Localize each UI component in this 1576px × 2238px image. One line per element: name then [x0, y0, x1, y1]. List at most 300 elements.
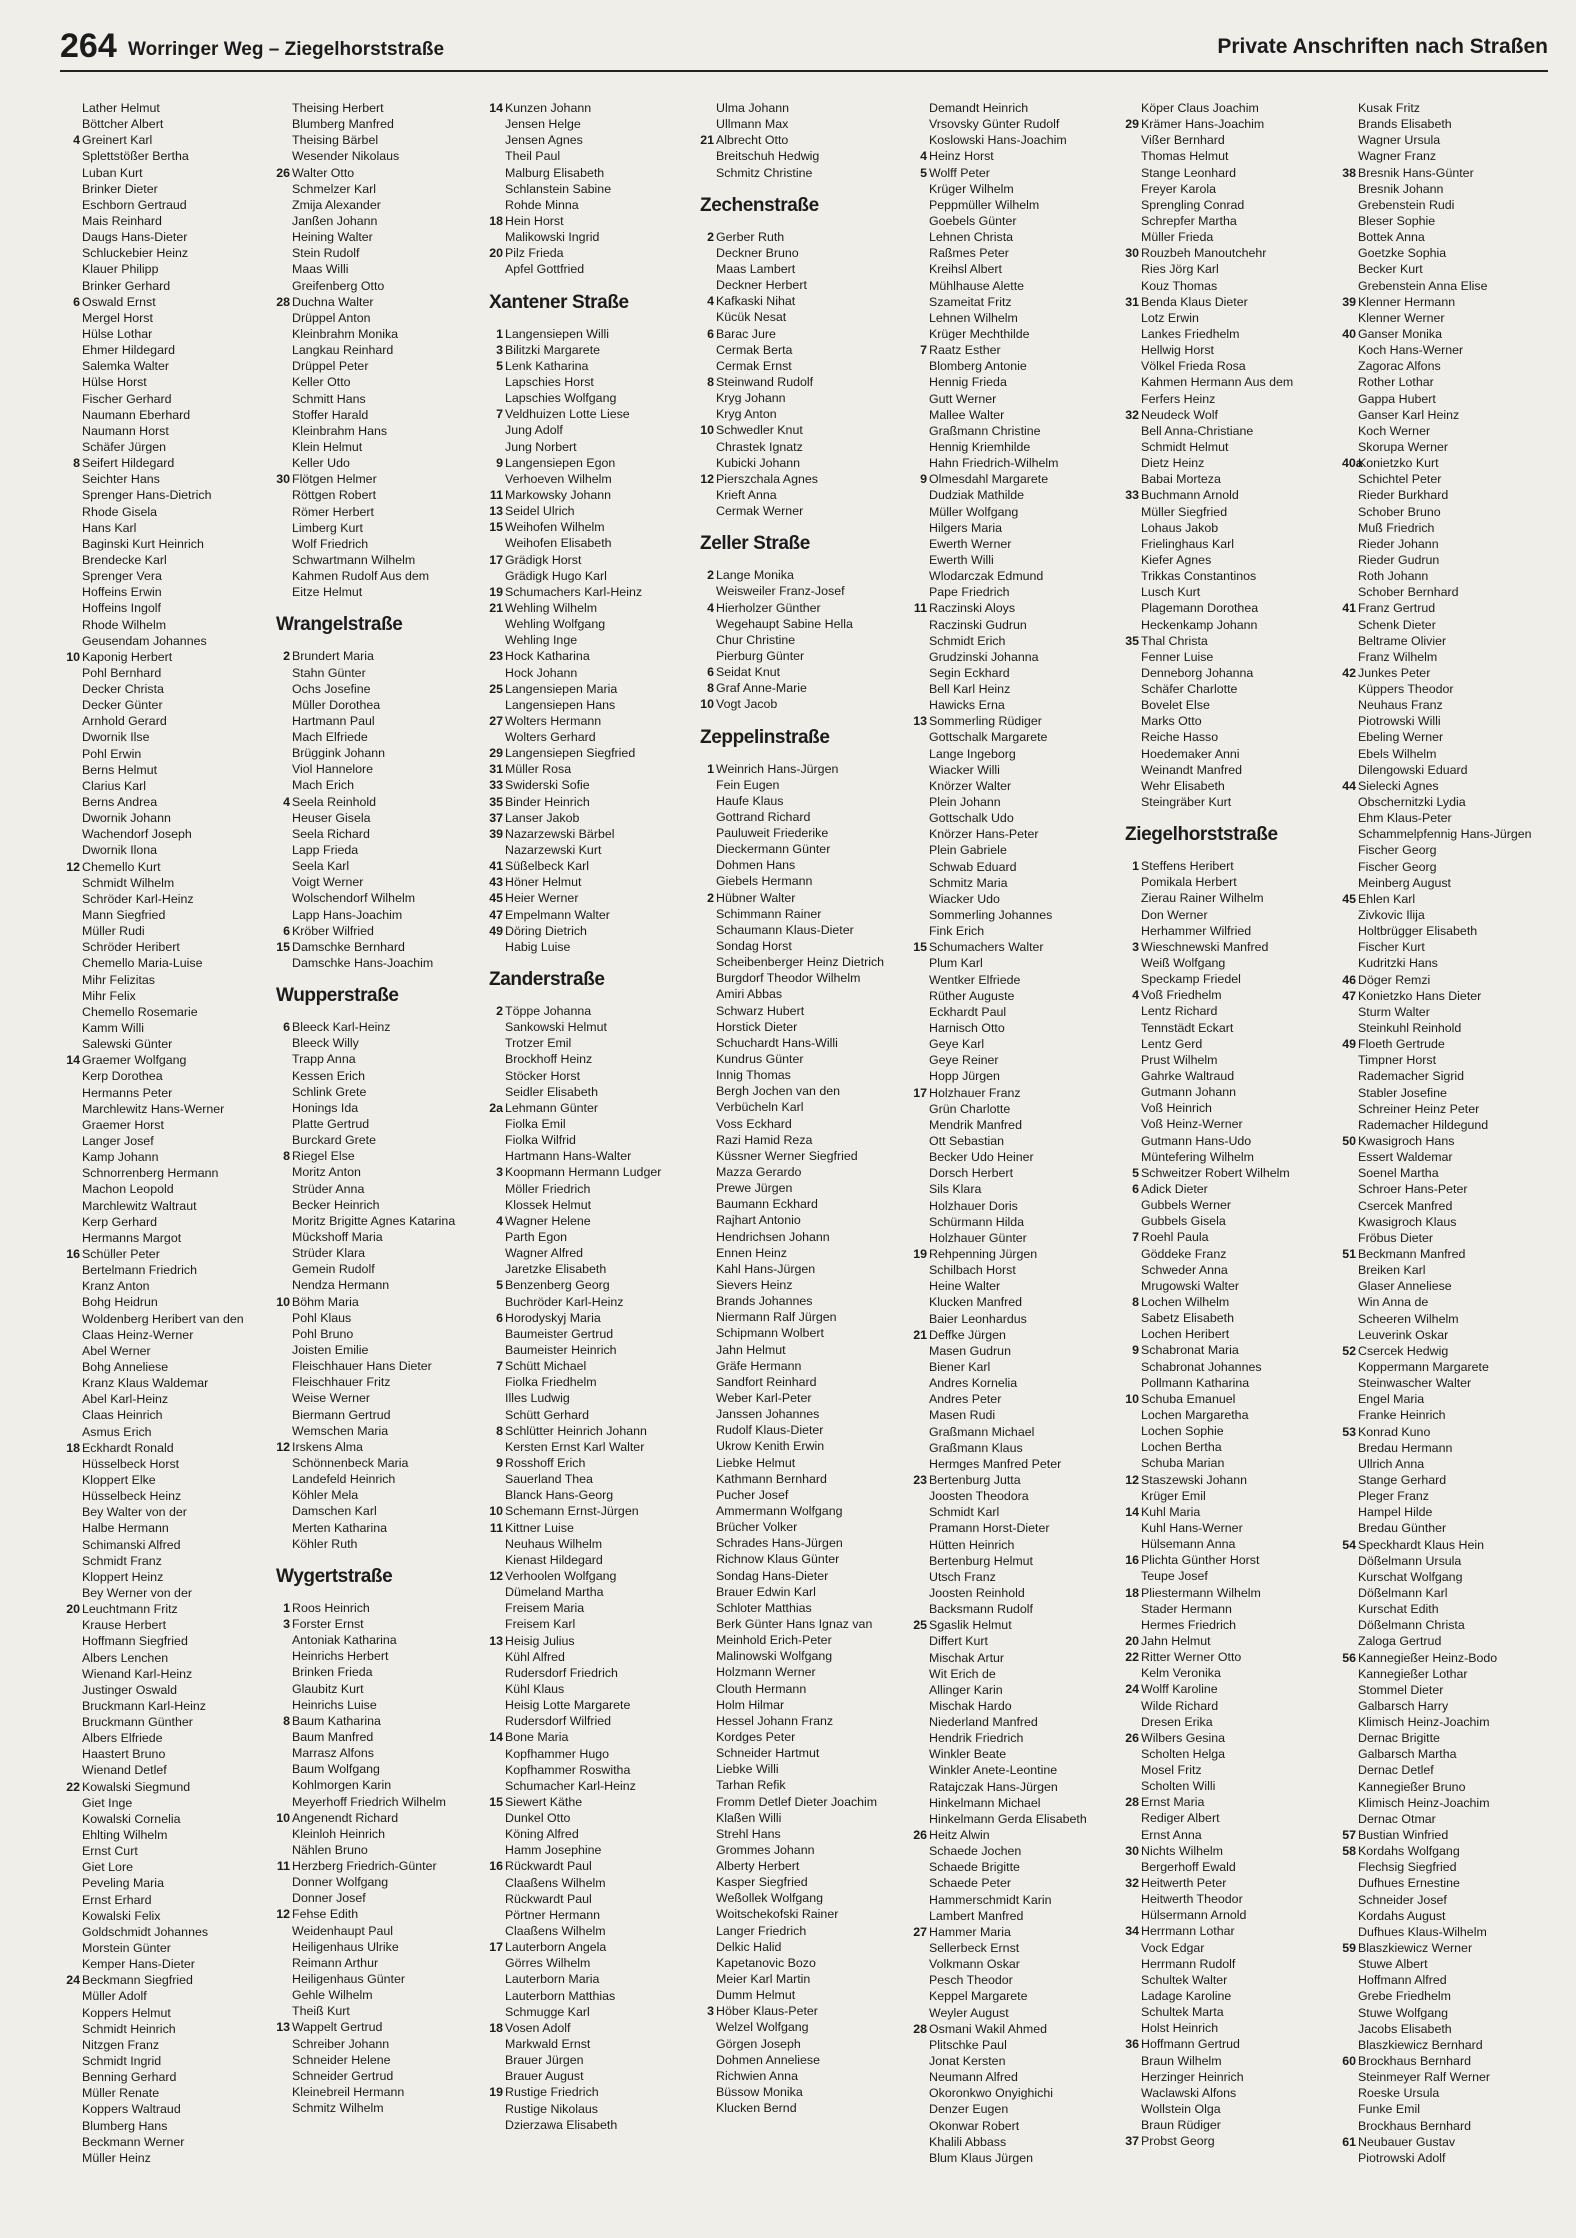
- resident-name: Frielinghaus Karl: [1141, 536, 1234, 551]
- resident-name: Kapetanovic Bozo: [716, 1955, 816, 1970]
- house-number: 19: [489, 584, 503, 599]
- resident-entry: [913, 520, 1087, 536]
- resident-entry: [66, 1779, 244, 1795]
- resident-name: Hüsselbeck Heinz: [82, 1489, 182, 1504]
- house-number: 15: [913, 940, 927, 955]
- resident-entry: [66, 2069, 244, 2085]
- resident-entry: [1125, 520, 1293, 536]
- resident-entry: [1342, 568, 1532, 584]
- resident-name: Donner Josef: [292, 1891, 366, 1906]
- resident-name: Hennig Frieda: [929, 375, 1007, 390]
- street-heading: Zeppelinstraße: [700, 726, 830, 748]
- resident-name: Lenk Katharina: [505, 358, 589, 373]
- resident-entry: [489, 487, 661, 503]
- resident-name: Schwedler Knut: [716, 423, 803, 438]
- resident-entry: [276, 1471, 455, 1487]
- resident-name: Rhode Gisela: [82, 504, 158, 519]
- resident-entry: [66, 1407, 244, 1423]
- resident-entry: [1125, 407, 1293, 423]
- resident-entry: [700, 326, 884, 342]
- resident-name: Binder Heinrich: [505, 794, 590, 809]
- resident-entry: [489, 761, 661, 777]
- resident-entry: [700, 471, 884, 487]
- resident-entry: [1125, 1052, 1293, 1068]
- resident-entry: [1342, 1149, 1532, 1165]
- resident-name: Theising Bärbel: [292, 133, 379, 148]
- resident-name: Weyler August: [929, 2005, 1009, 2020]
- resident-name: Schuba Marian: [1141, 1456, 1225, 1471]
- resident-entry: [1125, 2085, 1293, 2101]
- house-number: 5: [496, 1278, 503, 1293]
- resident-name: Masen Gudrun: [929, 1343, 1011, 1358]
- resident-name: Illes Ludwig: [505, 1391, 570, 1406]
- resident-name: Heckenkamp Johann: [1141, 617, 1258, 632]
- resident-name: Köhler Mela: [292, 1488, 359, 1503]
- resident-entry: [913, 1827, 1087, 1843]
- resident-entry: [276, 1439, 455, 1455]
- resident-name: Jonat Kersten: [929, 2054, 1006, 2069]
- resident-name: Winkler Anete-Leontine: [929, 1763, 1058, 1778]
- resident-entry: [489, 1697, 661, 1713]
- resident-entry: [1125, 874, 1293, 890]
- resident-entry: [276, 1810, 455, 1826]
- resident-entry: [913, 584, 1087, 600]
- resident-name: Rosshoff Erich: [505, 1455, 586, 1470]
- resident-name: Moritz Brigitte Agnes Katarina: [292, 1213, 456, 1228]
- resident-entry: [489, 907, 661, 923]
- resident-name: Hammer Maria: [929, 1924, 1011, 1939]
- resident-entry: [913, 939, 1087, 955]
- resident-name: Fenner Luise: [1141, 649, 1214, 664]
- resident-entry: [276, 1342, 455, 1358]
- resident-entry: [1342, 1085, 1532, 1101]
- resident-name: Holtbrügger Elisabeth: [1358, 924, 1478, 939]
- resident-name: Gubbels Gisela: [1141, 1214, 1226, 1229]
- resident-entry: [489, 455, 661, 471]
- resident-entry: [1342, 1424, 1532, 1440]
- resident-name: Baumann Eckhard: [716, 1197, 818, 1212]
- resident-entry: [66, 1698, 244, 1714]
- resident-entry: [700, 825, 884, 841]
- resident-name: Volkmann Oskar: [929, 1957, 1020, 1972]
- resident-name: Müller Adolf: [82, 1989, 147, 2004]
- house-number: 5: [496, 358, 503, 373]
- resident-name: Deckner Herbert: [716, 278, 807, 293]
- resident-name: Hülsermann Arnold: [1141, 1908, 1247, 1923]
- resident-name: Rückwardt Paul: [505, 1891, 592, 1906]
- resident-name: Zmija Alexander: [292, 197, 381, 212]
- resident-entry: [700, 148, 884, 164]
- resident-entry: [66, 1440, 244, 1456]
- resident-entry: [1125, 971, 1293, 987]
- resident-entry: [1125, 1762, 1293, 1778]
- resident-name: Kreihsl Albert: [929, 262, 1003, 277]
- resident-name: Benzenberg Georg: [505, 1278, 610, 1293]
- resident-entry: [700, 1519, 884, 1535]
- resident-name: Goetzke Sophia: [1358, 246, 1447, 261]
- resident-name: Hinkelmann Gerda Elisabeth: [929, 1811, 1087, 1826]
- street-range: Worringer Weg – Ziegelhorststraße: [128, 39, 445, 60]
- resident-entry: [913, 2005, 1087, 2021]
- resident-name: Freisem Maria: [505, 1601, 585, 1616]
- resident-name: Plichta Günther Horst: [1141, 1553, 1260, 1568]
- resident-entry: [66, 455, 244, 471]
- resident-name: Razi Hamid Reza: [716, 1132, 813, 1147]
- resident-entry: [276, 1955, 455, 1971]
- resident-entry: [700, 1761, 884, 1777]
- resident-entry: [1125, 439, 1293, 455]
- resident-entry: [913, 1553, 1087, 1569]
- resident-name: Büssow Monika: [716, 2085, 803, 2100]
- resident-entry: [276, 1423, 455, 1439]
- resident-name: Maas Willi: [292, 262, 349, 277]
- resident-entry: [1342, 649, 1532, 665]
- resident-entry: [1125, 1310, 1293, 1326]
- resident-name: Eschborn Gertraud: [82, 197, 187, 212]
- resident-name: Markwald Ernst: [505, 2037, 591, 2052]
- resident-entry: [913, 826, 1087, 842]
- resident-name: Dößelmann Christa: [1358, 1618, 1465, 1633]
- resident-name: Müller Heinz: [82, 2150, 151, 2165]
- resident-entry: [276, 858, 455, 874]
- resident-entry: [913, 1004, 1087, 1020]
- resident-name: Ladage Karoline: [1141, 1989, 1232, 2004]
- resident-entry: [1125, 1116, 1293, 1132]
- resident-entry: [700, 358, 884, 374]
- resident-name: Baginski Kurt Heinrich: [82, 536, 204, 551]
- resident-name: Hennig Kriemhilde: [929, 439, 1031, 454]
- resident-name: Baumeister Heinrich: [505, 1342, 617, 1357]
- resident-entry: [1125, 1165, 1293, 1181]
- resident-entry: [66, 1117, 244, 1133]
- resident-entry: [1342, 2069, 1532, 2085]
- resident-name: Woitschekofski Rainer: [716, 1907, 839, 1922]
- resident-name: Hilgers Maria: [929, 520, 1002, 535]
- resident-entry: [913, 181, 1087, 197]
- resident-name: Kafkaski Nihat: [716, 294, 796, 309]
- resident-entry: [489, 1358, 661, 1374]
- house-number: 3: [1132, 939, 1139, 954]
- resident-name: Zagorac Alfons: [1358, 359, 1441, 374]
- resident-name: Abel Karl-Heinz: [82, 1392, 169, 1407]
- resident-name: Haufe Klaus: [716, 793, 784, 808]
- resident-name: Schmugge Karl: [505, 2004, 590, 2019]
- house-number: 43: [489, 875, 503, 890]
- resident-name: Brendecke Karl: [82, 552, 167, 567]
- resident-name: Langensiepen Siegfried: [505, 746, 636, 761]
- resident-entry: [913, 1811, 1087, 1827]
- resident-entry: [913, 1165, 1087, 1181]
- resident-entry: [66, 261, 244, 277]
- resident-entry: [489, 390, 661, 406]
- resident-name: Kühl Alfred: [505, 1649, 565, 1664]
- resident-name: Müller Rudi: [82, 924, 145, 939]
- resident-entry: [1342, 1068, 1532, 1084]
- resident-name: Bredau Hermann: [1358, 1440, 1453, 1455]
- resident-entry: [1342, 1924, 1532, 1940]
- resident-name: Geye Reiner: [929, 1053, 999, 1068]
- resident-entry: [489, 197, 661, 213]
- resident-name: Empelmann Walter: [505, 907, 610, 922]
- resident-name: Holst Heinrich: [1141, 2021, 1219, 2036]
- resident-name: Böttcher Albert: [82, 117, 164, 132]
- resident-name: Chrastek Ignatz: [716, 439, 803, 454]
- resident-name: Sgaslik Helmut: [929, 1618, 1012, 1633]
- resident-entry: [1125, 504, 1293, 520]
- house-number: 8: [707, 374, 714, 389]
- resident-name: Steingräber Kurt: [1141, 795, 1232, 810]
- house-number: 4: [920, 149, 927, 164]
- resident-name: Peppmüller Wilhelm: [929, 197, 1040, 212]
- resident-name: Graemer Wolfgang: [82, 1053, 187, 1068]
- resident-name: Kamp Johann: [82, 1150, 159, 1165]
- resident-name: Hermges Manfred Peter: [929, 1456, 1062, 1471]
- resident-entry: [1342, 1650, 1532, 1666]
- resident-entry: [489, 1439, 661, 1455]
- resident-entry: [489, 1181, 661, 1197]
- resident-entry: [489, 1132, 661, 1148]
- resident-name: Hellwig Horst: [1141, 343, 1214, 358]
- resident-name: Herzberg Friedrich-Günter: [292, 1859, 437, 1874]
- house-number: 7: [920, 343, 927, 358]
- house-number: 61: [1342, 2134, 1356, 2149]
- resident-name: Süßelbeck Karl: [505, 859, 590, 874]
- resident-name: Mihr Felix: [82, 988, 136, 1003]
- resident-name: Fiolka Friedhelm: [505, 1375, 597, 1390]
- house-number: 12: [276, 1439, 290, 1454]
- house-number: 30: [1125, 1843, 1139, 1858]
- resident-name: Claas Heinz-Werner: [82, 1327, 194, 1342]
- resident-name: Markowsky Johann: [505, 487, 612, 502]
- page-header: [60, 26, 1548, 72]
- house-number: 47: [489, 907, 503, 922]
- resident-entry: [913, 729, 1087, 745]
- house-number: 8: [73, 456, 80, 471]
- resident-entry: [66, 439, 244, 455]
- resident-name: Parth Egon: [505, 1230, 567, 1244]
- resident-entry: [700, 1874, 884, 1890]
- resident-entry: [1342, 2118, 1532, 2134]
- resident-name: Ernst Maria: [1141, 1795, 1205, 1810]
- resident-entry: [66, 1746, 244, 1762]
- resident-name: Marrasz Alfons: [292, 1746, 374, 1761]
- resident-entry: [276, 697, 455, 713]
- resident-entry: [66, 1827, 244, 1843]
- resident-name: Schilbach Horst: [929, 1263, 1016, 1278]
- resident-entry: [489, 1729, 661, 1745]
- resident-entry: [489, 1310, 661, 1326]
- resident-name: Kundrus Günter: [716, 1052, 804, 1067]
- resident-name: Ewerth Werner: [929, 536, 1012, 551]
- resident-entry: [276, 1116, 455, 1132]
- resident-entry: [276, 1148, 455, 1164]
- resident-entry: [1342, 148, 1532, 164]
- resident-entry: [1125, 423, 1293, 439]
- house-number: 19: [913, 1246, 927, 1261]
- resident-entry: [276, 1648, 455, 1664]
- resident-entry: [913, 762, 1087, 778]
- house-number: 8: [283, 1149, 290, 1164]
- resident-entry: [1125, 1133, 1293, 1149]
- resident-entry: [1342, 326, 1532, 342]
- resident-name: Greinert Karl: [82, 133, 153, 148]
- street-heading: Xantener Straße: [489, 291, 629, 313]
- house-number: 16: [489, 1859, 503, 1874]
- resident-entry: [66, 132, 244, 148]
- resident-name: Beckmann Manfred: [1358, 1246, 1466, 1261]
- resident-name: Heisig Julius: [505, 1633, 575, 1648]
- resident-entry: [66, 1149, 244, 1165]
- resident-name: Seela Reinhold: [292, 794, 377, 809]
- resident-entry: [276, 407, 455, 423]
- resident-name: Holm Hilmar: [716, 1697, 785, 1712]
- resident-entry: [1342, 197, 1532, 213]
- resident-name: Möller Friedrich: [505, 1181, 591, 1196]
- resident-name: Fink Erich: [929, 924, 985, 939]
- resident-entry: [913, 649, 1087, 665]
- resident-name: Dößelmann Karl: [1358, 1585, 1448, 1600]
- resident-name: Schwartmann Wilhelm: [292, 552, 416, 567]
- resident-entry: [700, 309, 884, 325]
- resident-entry: [489, 1826, 661, 1842]
- resident-entry: [1125, 1536, 1293, 1552]
- resident-name: Apfel Gottfried: [505, 262, 585, 277]
- resident-name: Jung Norbert: [505, 439, 577, 454]
- resident-entry: [66, 520, 244, 536]
- resident-name: Abel Werner: [82, 1343, 151, 1358]
- resident-entry: [276, 197, 455, 213]
- resident-entry: [489, 1487, 661, 1503]
- resident-entry: [913, 1036, 1087, 1052]
- resident-name: Gutt Werner: [929, 391, 997, 406]
- resident-entry: [66, 1472, 244, 1488]
- resident-entry: [489, 616, 661, 632]
- resident-entry: [489, 745, 661, 761]
- resident-name: Seichter Hans: [82, 472, 160, 487]
- resident-entry: [913, 1924, 1087, 1940]
- resident-name: Kessen Erich: [292, 1068, 366, 1083]
- resident-name: Welzel Wolfgang: [716, 2020, 809, 2035]
- resident-name: Bustian Winfried: [1358, 1828, 1449, 1843]
- resident-entry: [913, 358, 1087, 374]
- resident-name: Schipmann Wolbert: [716, 1326, 824, 1341]
- resident-name: Plein Gabriele: [929, 843, 1007, 858]
- house-number: 27: [489, 713, 503, 728]
- resident-entry: [1125, 1407, 1293, 1423]
- resident-name: Niermann Ralf Jürgen: [716, 1310, 837, 1325]
- resident-entry: [276, 326, 455, 342]
- resident-name: Marchlewitz Waltraut: [82, 1198, 197, 1213]
- resident-name: Becker Heinrich: [292, 1197, 380, 1212]
- resident-entry: [66, 939, 244, 955]
- resident-entry: [1125, 1181, 1293, 1197]
- house-number: 11: [489, 1520, 503, 1535]
- house-number: 8: [283, 1713, 290, 1728]
- resident-entry: [1342, 617, 1532, 633]
- resident-name: Goebels Günter: [929, 213, 1017, 228]
- resident-entry: [1342, 1004, 1532, 1020]
- resident-name: Bertelmann Friedrich: [82, 1263, 198, 1278]
- resident-entry: [1342, 165, 1532, 181]
- resident-entry: [913, 972, 1087, 988]
- house-number: 45: [1342, 891, 1356, 906]
- resident-entry: [276, 181, 455, 197]
- resident-entry: [700, 1277, 884, 1293]
- resident-entry: [913, 1278, 1087, 1294]
- house-number: 41: [489, 859, 503, 874]
- resident-entry: [1342, 213, 1532, 229]
- resident-entry: [489, 1390, 661, 1406]
- resident-name: Pleger Franz: [1358, 1489, 1429, 1504]
- resident-name: Klenner Werner: [1358, 310, 1445, 325]
- resident-entry: [1125, 1278, 1293, 1294]
- house-number: 12: [276, 1907, 290, 1922]
- house-number: 6: [73, 294, 80, 309]
- resident-name: Adick Dieter: [1141, 1182, 1208, 1196]
- resident-entry: [276, 1100, 455, 1116]
- resident-name: Wagner Franz: [1358, 149, 1437, 164]
- resident-name: Baum Manfred: [292, 1729, 374, 1744]
- resident-name: Kowalski Siegmund: [82, 1779, 191, 1794]
- address-column-2: [276, 100, 455, 2116]
- resident-entry: [489, 261, 661, 277]
- resident-name: Kleinbrahm Hans: [292, 423, 388, 438]
- resident-name: Chur Christine: [716, 632, 796, 647]
- resident-entry: [66, 1650, 244, 1666]
- resident-entry: [489, 2084, 661, 2100]
- house-number: 5: [920, 165, 927, 180]
- resident-entry: [489, 1649, 661, 1665]
- resident-entry: [1125, 2133, 1293, 2149]
- resident-entry: [1125, 1472, 1293, 1488]
- house-number: 18: [1125, 1585, 1139, 1600]
- resident-name: Vock Edgar: [1141, 1940, 1205, 1955]
- resident-name: Kathmann Bernhard: [716, 1471, 827, 1486]
- resident-entry: [700, 1971, 884, 1987]
- resident-name: Bredau Günther: [1358, 1521, 1447, 1536]
- resident-name: Heier Werner: [505, 891, 579, 906]
- resident-entry: [700, 890, 884, 906]
- resident-entry: [913, 407, 1087, 423]
- resident-entry: [1125, 1698, 1293, 1714]
- resident-entry: [66, 697, 244, 713]
- resident-entry: [1125, 1213, 1293, 1229]
- resident-name: Hammerschmidt Karin: [929, 1892, 1052, 1907]
- resident-entry: [700, 1245, 884, 1261]
- resident-name: Cermak Werner: [716, 504, 804, 519]
- resident-entry: [1342, 2037, 1532, 2053]
- resident-name: Heiligenhaus Ulrike: [292, 1939, 399, 1954]
- resident-entry: [1125, 1246, 1293, 1262]
- resident-entry: [913, 891, 1087, 907]
- resident-entry: [1342, 1294, 1532, 1310]
- house-number: 27: [913, 1924, 927, 1939]
- house-number: 23: [913, 1472, 927, 1487]
- resident-name: Hopp Jürgen: [929, 1069, 1000, 1084]
- resident-name: Braun Wilhelm: [1141, 2053, 1222, 2068]
- resident-entry: [700, 1648, 884, 1664]
- resident-entry: [489, 213, 661, 229]
- resident-entry: [700, 1471, 884, 1487]
- resident-name: Klenner Hermann: [1358, 294, 1456, 309]
- resident-name: Jahn Helmut: [1141, 1633, 1211, 1648]
- house-number: 45: [489, 891, 503, 906]
- resident-entry: [276, 1761, 455, 1777]
- resident-name: Heisig Lotte Margarete: [505, 1698, 631, 1713]
- resident-entry: [276, 810, 455, 826]
- resident-entry: [276, 1794, 455, 1810]
- resident-entry: [913, 2118, 1087, 2134]
